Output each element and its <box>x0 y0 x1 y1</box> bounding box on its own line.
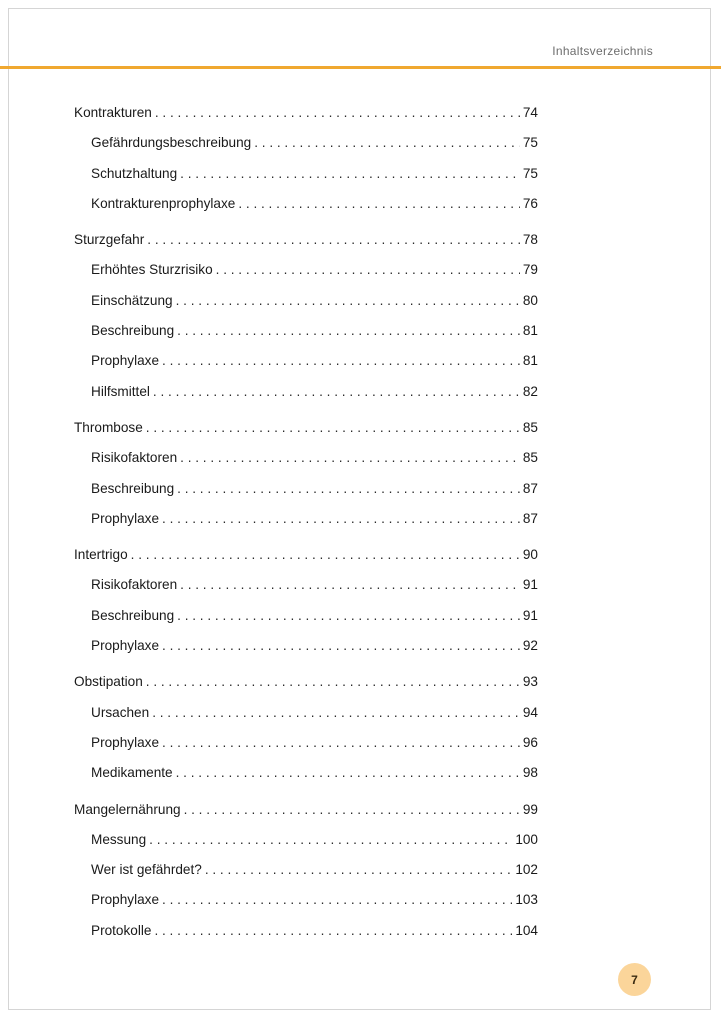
toc-section <box>74 225 538 407</box>
dot-leader <box>153 377 520 407</box>
entry-page: 96 <box>522 734 538 750</box>
entry-title: Thrombose <box>74 419 143 435</box>
entry-title: Kontrakturen <box>74 105 152 120</box>
dot-leader <box>254 128 520 158</box>
entry-title: Gefährdungsbeschreibung <box>91 135 252 151</box>
entry-page: 99 <box>522 801 538 817</box>
toc-subentry[interactable] <box>74 825 538 855</box>
dot-leader <box>205 855 512 885</box>
entry-page: 92 <box>522 638 538 654</box>
entry-page: 85 <box>522 419 538 435</box>
dot-leader <box>162 346 520 376</box>
entry-title: Sturzgefahr <box>74 232 145 248</box>
entry-page: 98 <box>522 765 538 781</box>
dot-leader <box>180 570 520 600</box>
toc-subentry[interactable] <box>74 128 538 158</box>
toc-subentry[interactable] <box>74 885 538 915</box>
entry-title: Mangelernährung <box>74 801 181 817</box>
table-of-contents <box>74 98 538 952</box>
toc-entry[interactable] <box>74 795 538 825</box>
entry-title: Obstipation <box>74 674 143 690</box>
toc-section <box>74 795 538 946</box>
entry-title: Intertrigo <box>74 547 128 563</box>
toc-subentry[interactable] <box>74 377 538 407</box>
toc-subentry[interactable] <box>74 916 538 946</box>
entry-page: 87 <box>522 510 538 526</box>
dot-leader <box>162 885 512 915</box>
dot-leader <box>162 631 520 661</box>
entry-title: Protokolle <box>91 922 152 938</box>
dot-leader <box>162 728 520 758</box>
entry-page: 75 <box>522 165 538 181</box>
toc-subentry[interactable] <box>74 346 538 376</box>
entry-page: 81 <box>522 353 538 369</box>
entry-title: Einschätzung <box>91 292 173 308</box>
entry-title: Schutzhaltung <box>91 165 178 181</box>
toc-subentry[interactable] <box>74 758 538 788</box>
toc-subentry[interactable] <box>74 443 538 473</box>
toc-section <box>74 413 538 534</box>
dot-leader <box>184 795 520 825</box>
dot-leader <box>131 540 520 570</box>
dot-leader <box>155 98 520 128</box>
dot-leader <box>177 601 520 631</box>
toc-subentry[interactable] <box>74 189 538 219</box>
toc-section <box>74 667 538 788</box>
entry-title: Erhöhtes Sturzrisiko <box>91 262 213 278</box>
dot-leader <box>154 916 512 946</box>
toc-subentry[interactable] <box>74 855 538 885</box>
toc-section <box>74 98 538 219</box>
running-head: Inhaltsverzeichnis <box>552 44 653 58</box>
toc-subentry[interactable] <box>74 286 538 316</box>
entry-page: 104 <box>515 922 538 938</box>
dot-leader <box>146 667 520 697</box>
entry-page: 79 <box>522 262 538 278</box>
toc-entry[interactable] <box>74 98 538 128</box>
entry-page: 78 <box>522 232 538 248</box>
entry-title: Prophylaxe <box>91 734 160 750</box>
entry-page: 100 <box>515 831 538 847</box>
toc-subentry[interactable] <box>74 728 538 758</box>
entry-page: 90 <box>522 547 538 563</box>
toc-subentry[interactable] <box>74 631 538 661</box>
dot-leader <box>152 698 520 728</box>
dot-leader <box>176 758 520 788</box>
toc-subentry[interactable] <box>74 255 538 285</box>
entry-title: Medikamente <box>91 765 173 781</box>
dot-leader <box>180 159 520 189</box>
entry-page: 102 <box>515 862 538 878</box>
entry-title: Risikofaktoren <box>91 450 178 466</box>
dot-leader <box>147 225 520 255</box>
entry-page: 91 <box>522 577 538 593</box>
entry-title: Hilfsmittel <box>91 383 150 399</box>
entry-title: Prophylaxe <box>91 638 160 654</box>
entry-title: Prophylaxe <box>91 510 160 526</box>
toc-subentry[interactable] <box>74 474 538 504</box>
toc-subentry[interactable] <box>74 316 538 346</box>
toc-entry[interactable] <box>74 225 538 255</box>
dot-leader <box>177 316 520 346</box>
toc-entry[interactable] <box>74 667 538 697</box>
entry-title: Prophylaxe <box>91 353 160 369</box>
dot-leader <box>162 504 520 534</box>
entry-title: Wer ist gefährdet? <box>91 862 202 878</box>
entry-page: 81 <box>522 323 538 339</box>
dot-leader <box>180 443 520 473</box>
entry-page: 94 <box>522 704 538 720</box>
dot-leader <box>146 413 520 443</box>
toc-subentry[interactable] <box>74 698 538 728</box>
header-rule <box>0 66 721 69</box>
entry-page: 85 <box>522 450 538 466</box>
entry-title: Risikofaktoren <box>91 577 178 593</box>
toc-subentry[interactable] <box>74 570 538 600</box>
dot-leader <box>176 286 520 316</box>
page-number-badge: 7 <box>618 963 651 996</box>
entry-page: 80 <box>522 292 538 308</box>
entry-page: 103 <box>515 892 538 908</box>
toc-subentry[interactable] <box>74 504 538 534</box>
entry-title: Beschreibung <box>91 323 175 339</box>
toc-section <box>74 540 538 661</box>
entry-title: Beschreibung <box>91 607 175 623</box>
entry-page: 91 <box>522 607 538 623</box>
dot-leader <box>149 825 512 855</box>
toc-subentry[interactable] <box>74 601 538 631</box>
entry-title: Messung <box>91 831 147 847</box>
dot-leader <box>177 474 520 504</box>
entry-page: 82 <box>522 383 538 399</box>
toc-subentry[interactable] <box>74 159 538 189</box>
toc-entry[interactable] <box>74 413 538 443</box>
entry-page: 93 <box>522 674 538 690</box>
dot-leader <box>238 189 520 219</box>
entry-title: Kontrakturenprophylaxe <box>91 195 236 211</box>
toc-entry[interactable] <box>74 540 538 570</box>
entry-page: 87 <box>522 480 538 496</box>
entry-page: 75 <box>522 135 538 151</box>
entry-title: Beschreibung <box>91 480 175 496</box>
dot-leader <box>216 255 520 285</box>
entry-page: 74 <box>522 105 538 120</box>
entry-page: 76 <box>522 195 538 211</box>
entry-title: Ursachen <box>91 704 150 720</box>
entry-title: Prophylaxe <box>91 892 160 908</box>
